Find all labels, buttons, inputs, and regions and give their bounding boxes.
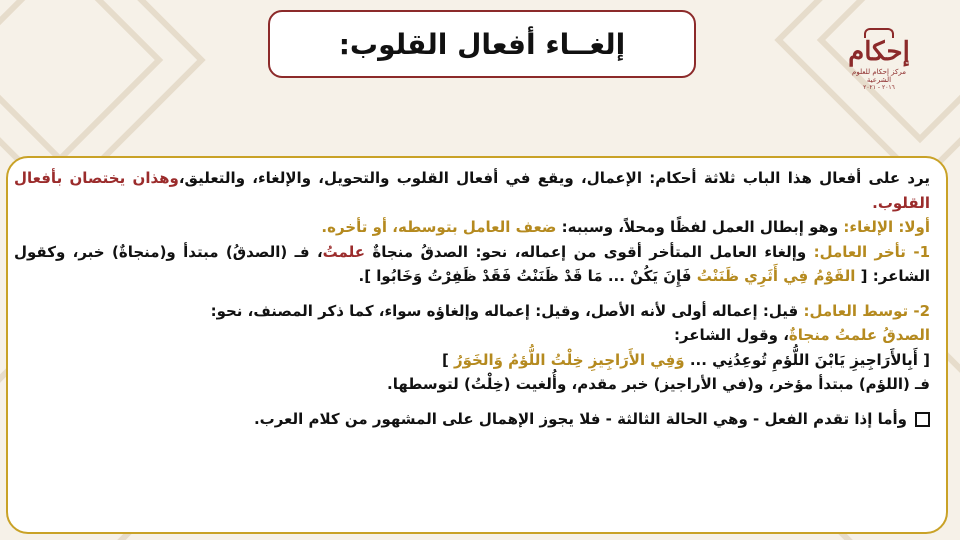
point-1-text-a: وإلغاء العامل المتأخر أقوى من إعماله، نحو: الصدقُ منجاةٌ bbox=[364, 242, 814, 261]
point-2-text-c: فـ (اللؤم) مبتدأ مؤخر، و(في الأراجيز) خبر مقدم، وأُلغيت (خِلْتُ) لتوسطها. bbox=[387, 375, 930, 393]
spacer bbox=[14, 289, 930, 299]
point-1 bbox=[14, 240, 930, 289]
checkbox-icon bbox=[915, 412, 930, 427]
point-1-label: 1- تأخر العامل: bbox=[813, 242, 930, 261]
first-rule-text: وهو إبطال العمل لفظًا ومحلاً، وسببه: bbox=[556, 218, 844, 236]
point-2-text-b: ، وقول الشاعر: bbox=[673, 326, 789, 344]
first-rule-label: أولا: الإلغاء: bbox=[843, 218, 930, 236]
point-2-verse-c: ] bbox=[441, 350, 455, 369]
intro-text: يرد على أفعال هذا الباب ثلاثة أحكام: الإعمال، ويقع في أفعال القلوب والتحويل، والإلغاء، والتعليق، bbox=[178, 169, 930, 187]
intro-highlight: وهذان يختصان بأفعال القلوب. bbox=[14, 169, 930, 212]
content-body bbox=[14, 166, 930, 431]
point-2-example: الصدقُ علمتُ منجاةٌ bbox=[788, 326, 930, 344]
logo-years: ٢٠١٦ - ٢٠٢١ bbox=[863, 84, 895, 91]
intro-paragraph bbox=[14, 166, 930, 215]
point-1-verse: القَوْمُ فِي أَثَرِي ظَنَنْتُ bbox=[696, 267, 856, 285]
point-2-verse-b: وَفِي الأَرَاجِيزِ خِلْتُ اللُّؤمُ وَالخَوَرُ bbox=[454, 350, 685, 369]
point-1-text-b: ، فـ (الصدقُ) مبتدأ و(منجاةٌ) خبر، وكقول الشاعر: [ bbox=[14, 242, 930, 285]
note-text: وأما إذا تقدم الفعل - وهي الحالة الثالثة - فلا يجوز الإهمال على المشهور من كلام العرب. bbox=[253, 409, 907, 428]
point-2-verse-a: [ أَبِالأَرَاجِيزِ يَابْنَ اللُّؤمِ تُوعِدُنِي ... bbox=[684, 350, 930, 369]
point-1-text-c: فَإِنَ يَكُنْ ... مَا قَدْ ظَنَنْتُ فَقَدْ ظَفِرْتُ وَخَابُوا ]. bbox=[358, 267, 697, 285]
spacer bbox=[14, 397, 930, 407]
first-rule bbox=[14, 215, 930, 240]
page-title: إلغــاء أفعال القلوب: bbox=[338, 27, 626, 61]
note-item bbox=[14, 407, 930, 432]
logo-name: إحكام bbox=[848, 37, 910, 67]
point-2-text-a: قيل: إعماله أولى لأنه الأصل، وقيل: إعماله وإلغاؤه سواء، كما ذكر المصنف، نحو: bbox=[210, 301, 804, 320]
point-2-label: 2- توسط العامل: bbox=[803, 301, 930, 320]
point-1-word: علمتُ bbox=[322, 242, 365, 261]
first-rule-cause: ضعف العامل بتوسطه، أو تأخره. bbox=[321, 218, 557, 236]
point-2 bbox=[14, 299, 930, 397]
logo-subtitle: مركز إحكام للعلوم الشرعية bbox=[852, 68, 906, 84]
title-box bbox=[268, 10, 696, 78]
logo bbox=[846, 28, 912, 92]
